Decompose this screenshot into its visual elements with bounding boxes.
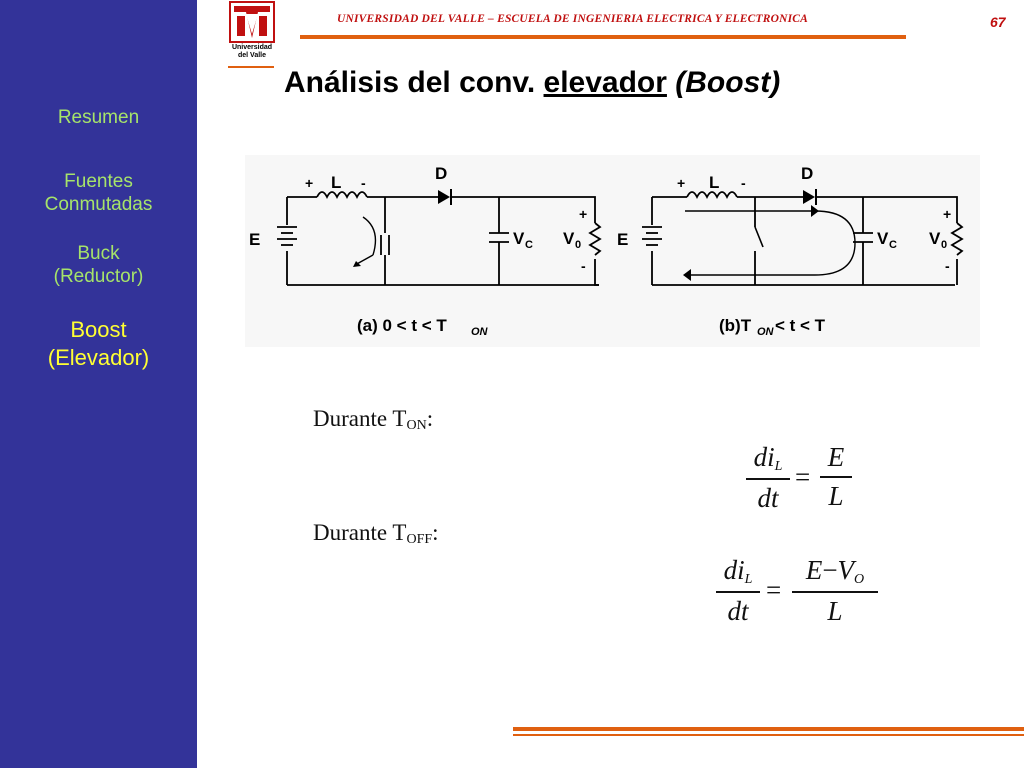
svg-text:C: C <box>525 239 533 251</box>
svg-text:V: V <box>513 229 525 248</box>
svg-text:+: + <box>677 175 686 191</box>
title-part: Análisis del conv. <box>284 66 544 99</box>
sidebar-item-label: Resumen <box>57 107 140 128</box>
header-rule <box>300 35 906 39</box>
title-part-underlined: elevador <box>543 66 667 99</box>
svg-text:L: L <box>709 173 720 192</box>
svg-text:-: - <box>581 258 586 274</box>
label-E-a: E <box>249 230 261 249</box>
svg-text:(a) 0 < t < T: (a) 0 < t < T <box>357 316 447 335</box>
svg-text:L: L <box>331 173 342 192</box>
svg-text:C: C <box>889 239 897 251</box>
svg-text:-: - <box>741 175 746 191</box>
svg-text:D: D <box>435 164 448 183</box>
sidebar-item-boost[interactable] <box>0 316 197 372</box>
svg-text:(b)T: (b)T <box>719 316 752 335</box>
svg-text:+: + <box>305 175 314 191</box>
equation-toff: $di_L$ dt = $E-V_O$ L <box>712 555 892 627</box>
durante-toff-label: Durante $T_{OFF}$: <box>313 520 439 547</box>
sidebar-item-label: (Elevador) <box>47 345 150 370</box>
svg-text:ON: ON <box>471 326 488 338</box>
sidebar-item-fuentes-conmutadas[interactable] <box>0 170 197 216</box>
slide-title <box>284 66 780 100</box>
sidebar-item-label: Boost <box>70 317 127 342</box>
logo-line: del Valle <box>237 52 267 59</box>
boost-circuit-diagram <box>245 155 980 347</box>
svg-text:+: + <box>579 206 588 222</box>
equation-ton: $di_L$ dt = E L <box>740 442 860 514</box>
title-part-italic: (Boost) <box>666 66 781 99</box>
svg-text:V: V <box>877 229 889 248</box>
svg-text:0: 0 <box>575 239 582 251</box>
logo-line: Universidad <box>231 44 273 51</box>
logo-rule <box>228 66 274 68</box>
svg-text:0: 0 <box>941 239 948 251</box>
svg-text:ON: ON <box>757 326 774 338</box>
svg-text:D: D <box>801 164 814 183</box>
svg-text:V: V <box>929 229 941 248</box>
durante-ton-label: Durante $T_{ON}$: <box>313 406 434 433</box>
sidebar-item-label: Buck <box>77 243 120 264</box>
page-number: 67 <box>990 14 1006 30</box>
university-logo-text <box>222 44 282 60</box>
svg-text:V: V <box>563 229 575 248</box>
svg-text:+: + <box>943 206 952 222</box>
sidebar-item-label: Conmutadas <box>44 194 153 215</box>
svg-text:-: - <box>945 258 950 274</box>
sidebar-item-label: (Reductor) <box>53 266 144 287</box>
svg-text:< t < T: < t < T <box>775 316 826 335</box>
sidebar-item-resumen[interactable] <box>0 106 197 129</box>
footer-rule-thin <box>513 734 1024 736</box>
sidebar-item-buck[interactable] <box>0 242 197 288</box>
footer-rule <box>513 727 1024 731</box>
university-header: UNIVERSIDAD DEL VALLE – ESCUELA DE INGENIERIA ELECTRICA Y ELECTRONICA <box>337 13 809 25</box>
svg-text:-: - <box>361 175 366 191</box>
svg-text:E: E <box>617 230 629 249</box>
sidebar-item-label: Fuentes <box>64 171 133 192</box>
